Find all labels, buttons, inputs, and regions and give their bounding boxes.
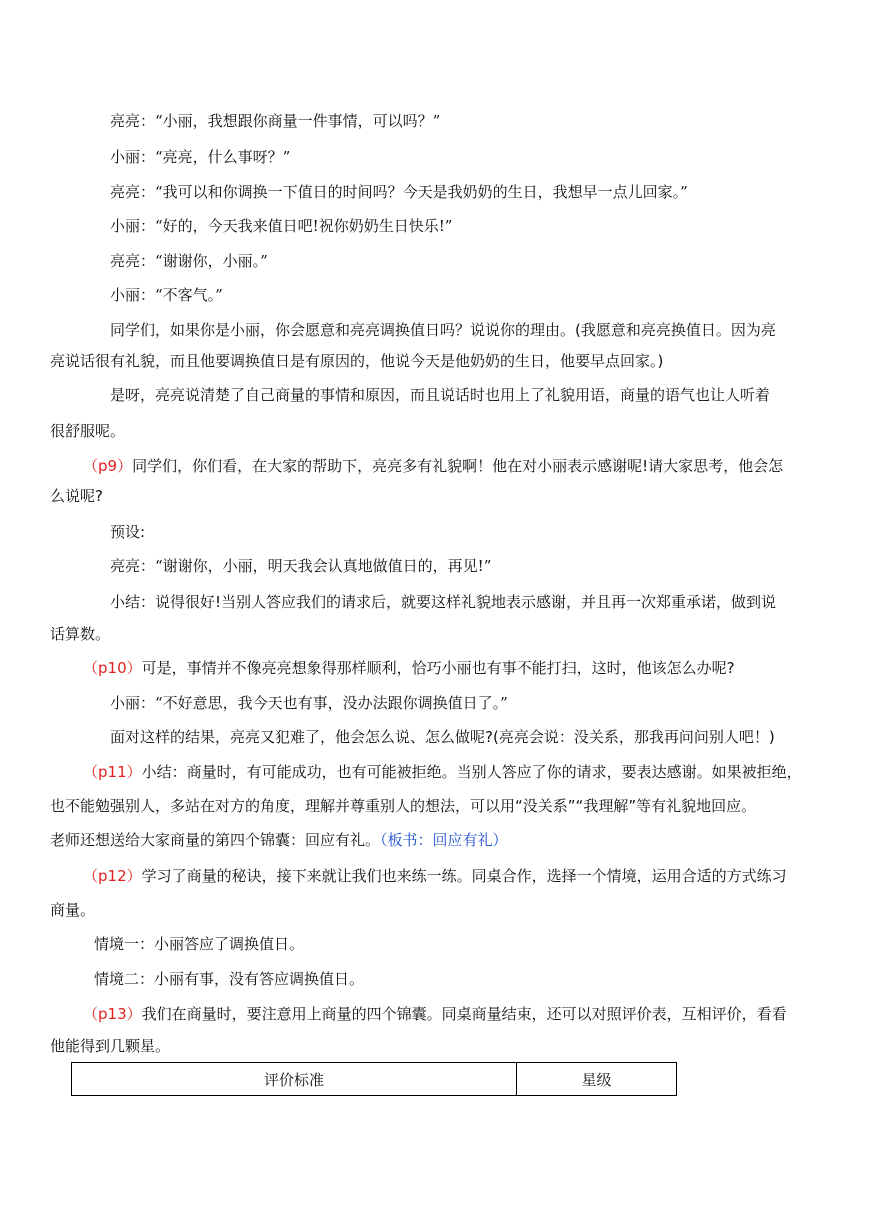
paragraph-line: 么说呢? <box>50 487 103 505</box>
paragraph-line: 商量。 <box>50 901 96 919</box>
paragraph-line: 同学们，如果你是小丽，你会愿意和亮亮调换值日吗？说说你的理由。(我愿意和亮亮换值日。因为亮 <box>110 321 776 339</box>
p13-line <box>83 1004 787 1024</box>
paragraph-line: 他能得到几颗星。 <box>50 1037 171 1055</box>
slide-marker-p11: （p11） <box>83 763 142 781</box>
paragraph-line: 很舒服呢。 <box>50 422 126 440</box>
slide-marker-p10: （p10） <box>83 659 142 677</box>
p10-line <box>83 658 735 678</box>
summary-line: 话算数。 <box>50 625 111 643</box>
p11-line3 <box>50 830 508 850</box>
p13-text: 我们在商量时，要注意用上商量的四个锦囊。同桌商量结束，还可以对照评价表，互相评价，看看 <box>141 1005 787 1023</box>
summary-line: 小结：说得很好!当别人答应我们的请求后，就要这样礼貌地表示感谢，并且再一次郑重承诺，做到说 <box>110 593 777 611</box>
p11-line <box>83 762 802 782</box>
dialogue-line: 亮亮：“谢谢你，小丽。” <box>110 252 268 270</box>
paragraph-line: 面对这样的结果，亮亮又犯难了，他会怎么说、怎么做呢?(亮亮会说：没关系，那我再问问别人吧！) <box>110 728 775 746</box>
slide-marker-p9: （p9） <box>83 457 133 475</box>
scenario-one: 情境一：小丽答应了调换值日。 <box>94 935 305 953</box>
preset-label: 预设: <box>110 523 146 541</box>
dialogue-line: 小丽：“亮亮，什么事呀？” <box>110 148 291 166</box>
table-header-stars: 星级 <box>581 1070 612 1089</box>
dialogue-line: 小丽：“好的，今天我来值日吧!祝你奶奶生日快乐!” <box>110 217 453 235</box>
p11-line3-text: 老师还想送给大家商量的第四个锦囊：回应有礼。 <box>50 831 381 849</box>
dialogue-line: 小丽：“不好意思，我今天也有事，没办法跟你调换值日了。” <box>110 694 508 712</box>
slide-marker-p13: （p13） <box>83 1005 142 1023</box>
p10-text: 可是，事情并不像亮亮想象得那样顺利，恰巧小丽也有事不能打扫，这时，他该怎么办呢? <box>141 659 735 677</box>
slide-marker-p12: （p12） <box>83 867 142 885</box>
evaluation-table <box>71 1062 677 1096</box>
dialogue-line: 亮亮：“我可以和你调换一下值日的时间吗？今天是我奶奶的生日，我想早一点儿回家。” <box>110 183 688 201</box>
paragraph-line: 也不能勉强别人，多站在对方的角度，理解并尊重别人的想法，可以用“没关系”“我理解”等有礼貌地回应。 <box>50 797 757 815</box>
dialogue-line: 小丽：“不客气。” <box>110 286 223 304</box>
scenario-two: 情境二：小丽有事，没有答应调换值日。 <box>94 970 365 988</box>
dialogue-line: 亮亮：“小丽，我想跟你商量一件事情，可以吗？” <box>110 112 441 130</box>
paragraph-line: 是呀，亮亮说清楚了自己商量的事情和原因，而且说话时也用上了礼貌用语，商量的语气也让人听着 <box>110 386 771 404</box>
p9-text: 同学们，你们看，在大家的帮助下，亮亮多有礼貌啊！他在对小丽表示感谢呢!请大家思考，他会怎 <box>132 457 784 475</box>
dialogue-line: 亮亮：“谢谢你，小丽，明天我会认真地做值日的，再见!” <box>110 557 492 575</box>
p12-text: 学习了商量的秘诀，接下来就让我们也来练一练。同桌合作，选择一个情境，运用合适的方式练习 <box>141 867 787 885</box>
p11-text: 小结：商量时，有可能成功，也有可能被拒绝。当别人答应了你的请求，要表达感谢。如果被拒绝， <box>141 763 802 781</box>
table-header-criteria: 评价标准 <box>72 1063 517 1095</box>
p9-line <box>83 456 783 476</box>
p12-line <box>83 866 787 886</box>
board-note: （板书：回应有礼） <box>380 831 508 849</box>
paragraph-line: 亮说话很有礼貌，而且他要调换值日是有原因的，他说今天是他奶奶的生日，他要早点回家。) <box>50 352 664 370</box>
